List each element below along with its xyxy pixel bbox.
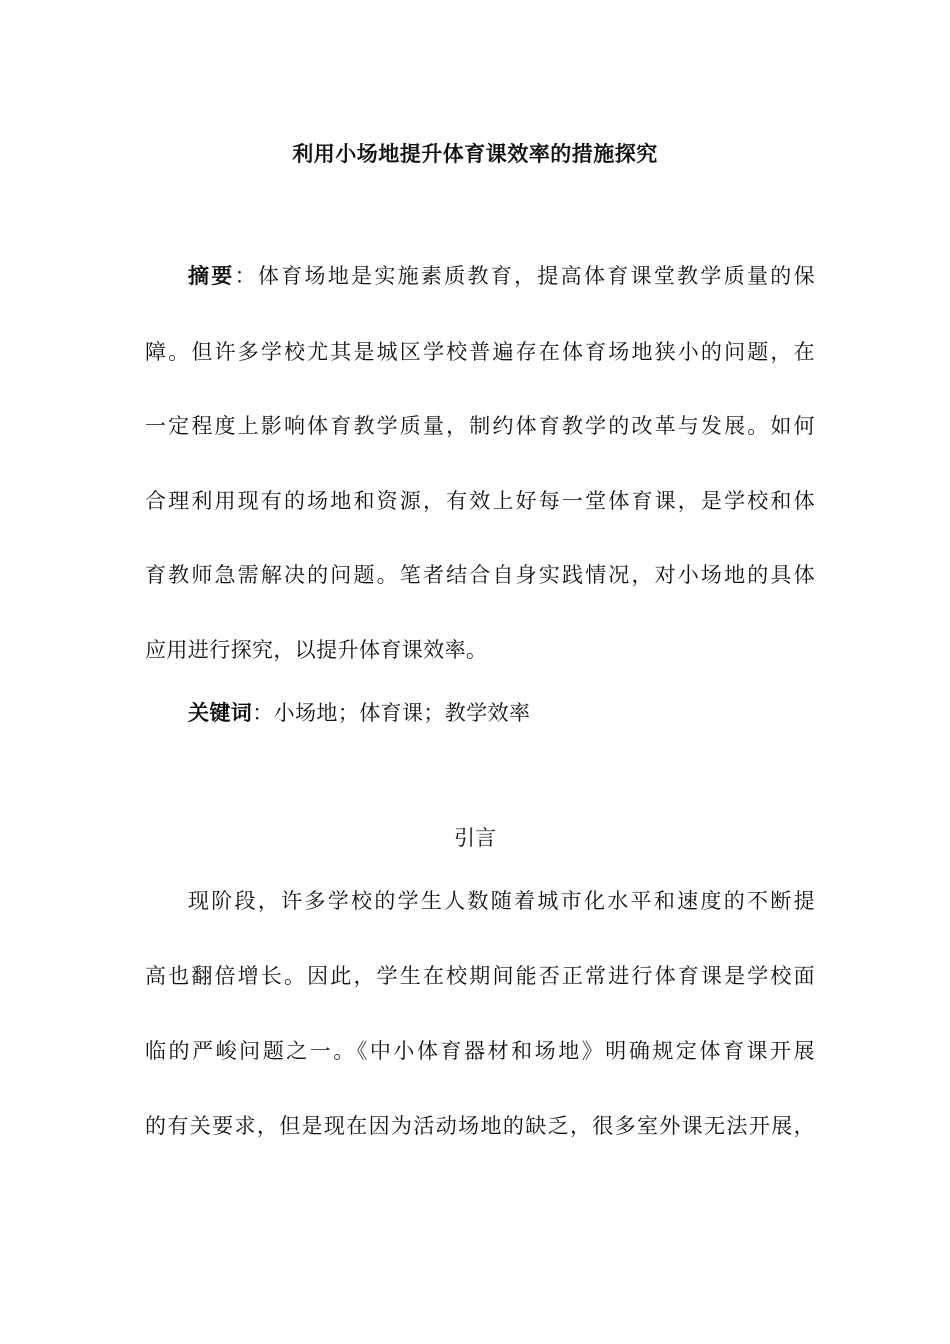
abstract-colon: ： [234, 264, 258, 288]
document-title: 利用小场地提升体育课效率的措施探究 [292, 142, 658, 166]
abstract-line-4: 合理利用现有的场地和资源，有效上好每一堂体育课，是学校和体 [145, 489, 815, 513]
abstract-text-1: 体育场地是实施素质教育，提高体育课堂教学质量的保 [257, 264, 815, 288]
abstract-line-5: 育教师急需解决的问题。笔者结合自身实践情况，对小场地的具体 [145, 563, 815, 587]
abstract-label: 摘要 [188, 264, 235, 288]
intro-line-3: 临的严峻问题之一。《中小体育器材和场地》明确规定体育课开展 [145, 1039, 815, 1063]
keywords-text: 小场地；体育课；教学效率 [273, 701, 531, 725]
intro-line-4: 的有关要求，但是现在因为活动场地的缺乏，很多室外课无法开展， [145, 1114, 815, 1138]
abstract-line-6: 应用进行探究，以提升体育课效率。 [145, 638, 488, 662]
abstract-line-2: 障。但许多学校尤其是城区学校普遍存在体育场地狭小的问题，在 [145, 340, 815, 364]
abstract-line-3: 一定程度上影响体育教学质量，制约体育教学的改革与发展。如何 [145, 414, 815, 438]
abstract-line-1 [188, 262, 815, 290]
keywords-line [188, 699, 815, 727]
keywords-label: 关键词 [188, 701, 253, 725]
section-heading-intro: 引言 [454, 826, 496, 850]
intro-line-1: 现阶段，许多学校的学生人数随着城市化水平和速度的不断提 [188, 889, 815, 913]
intro-line-2: 高也翻倍增长。因此，学生在校期间能否正常进行体育课是学校面 [145, 964, 815, 988]
keywords-colon: ： [252, 701, 274, 725]
